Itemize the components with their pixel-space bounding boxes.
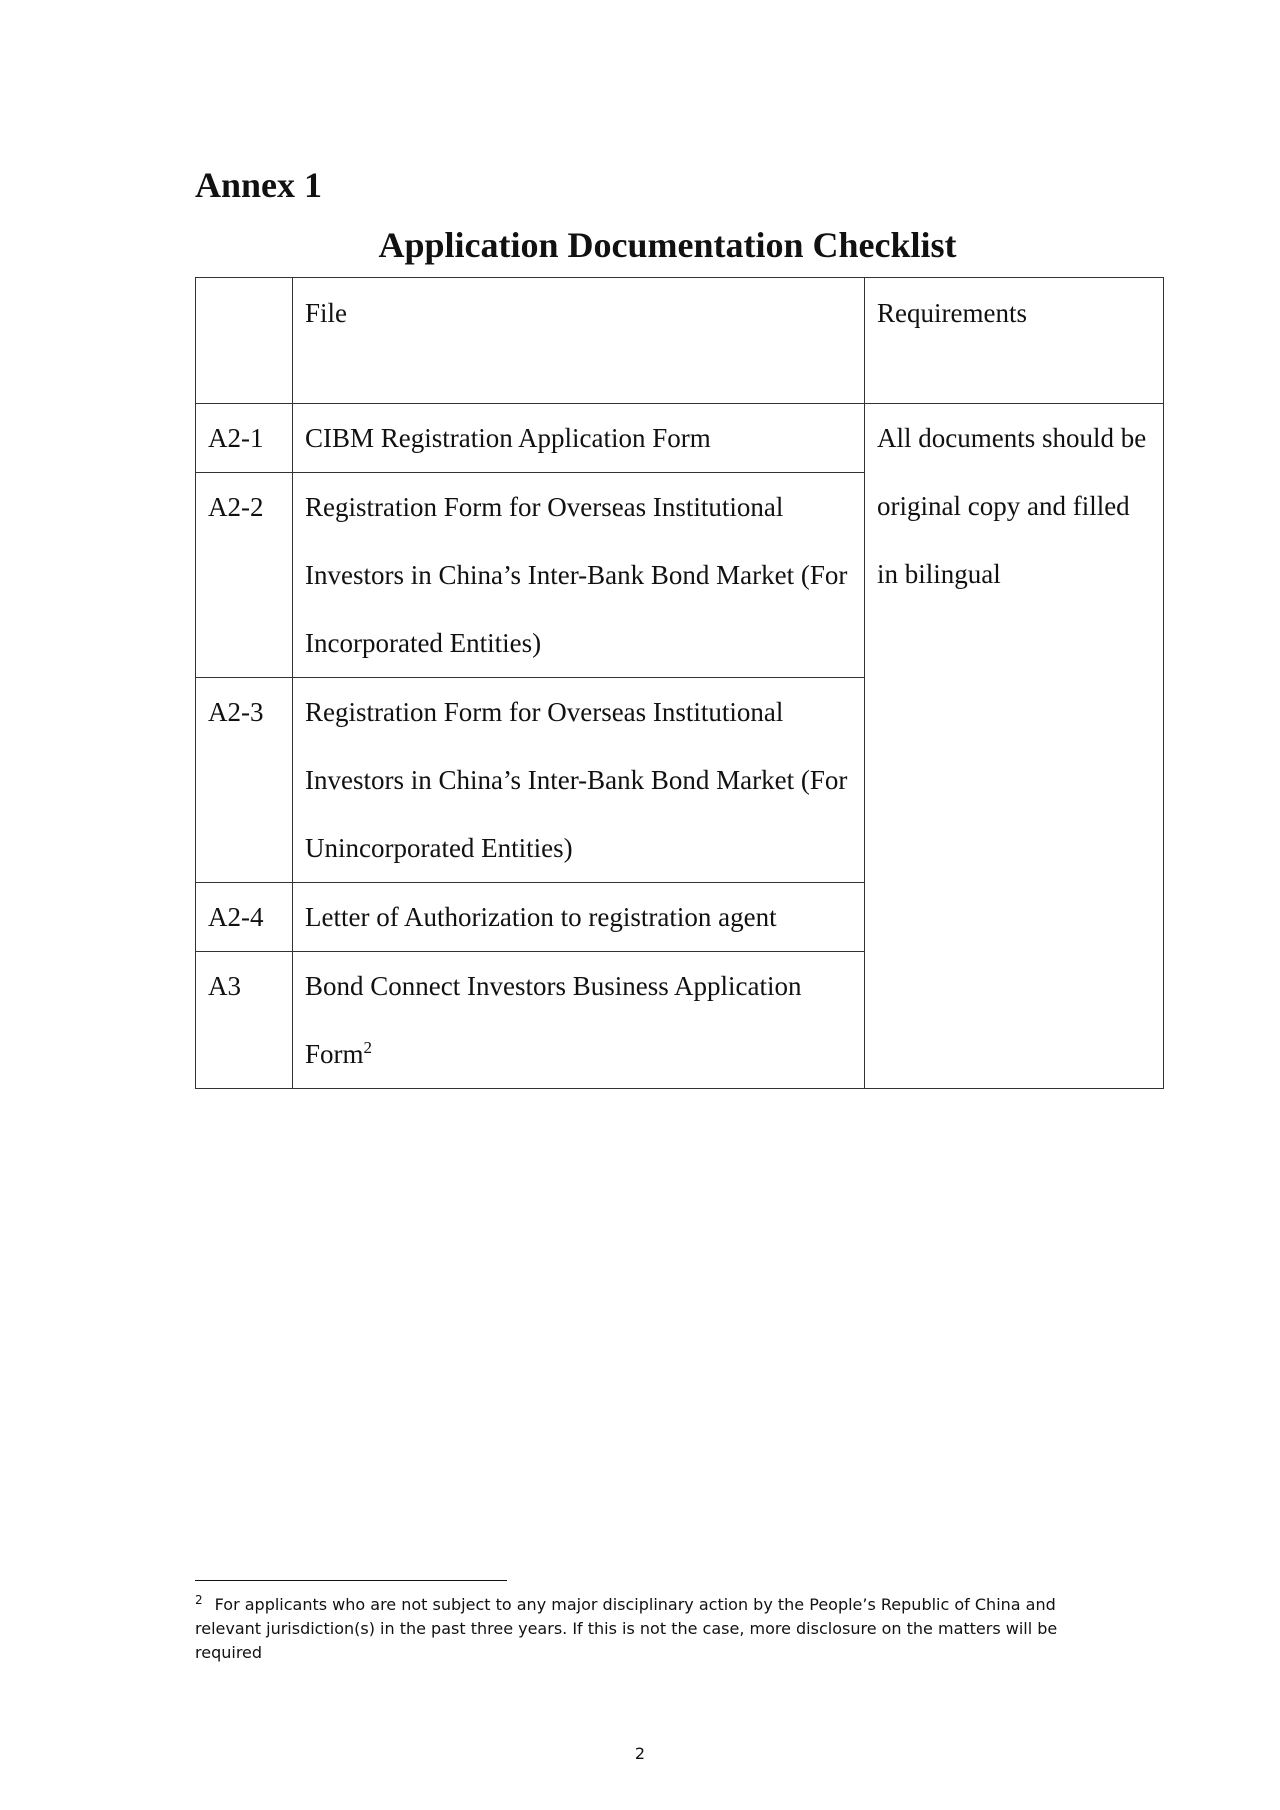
row-code: A2-1 [196,404,293,473]
page-title: Application Documentation Checklist [378,225,957,265]
footnote-reference: 2 [363,1038,373,1057]
table-header-row [196,278,1164,404]
header-requirements: Requirements [865,278,1164,404]
header-code [196,278,293,404]
footnote-text: For applicants who are not subject to any major disciplinary action by the People’s Republic of China and relevant jurisdiction(s) in the past three years. If this is not the case, more disclosure on the matters will be required [195,1595,1058,1662]
row-code: A2-2 [196,473,293,678]
annex-heading: Annex 1 [195,165,323,205]
requirements-cell: All documents should be original copy and filled in bilingual [865,404,1164,1089]
header-file: File [293,278,865,404]
row-file [293,952,865,1089]
row-file: Registration Form for Overseas Institutional Investors in China’s Inter-Bank Bond Market (For Unincorporated Entities) [293,678,865,883]
footnote [195,1593,1075,1665]
footnote-separator [195,1580,507,1581]
footnote-mark: 2 [195,1592,203,1607]
row-code: A2-3 [196,678,293,883]
row-code: A3 [196,952,293,1089]
checklist-table [195,277,1164,1089]
page-number: 2 [634,1744,646,1763]
row-code: A2-4 [196,883,293,952]
table-row [196,404,1164,473]
row-file: Registration Form for Overseas Institutional Investors in China’s Inter-Bank Bond Market (For Incorporated Entities) [293,473,865,678]
row-file: Letter of Authorization to registration agent [293,883,865,952]
row-file-text: Bond Connect Investors Business Application Form [305,971,802,1069]
row-file: CIBM Registration Application Form [293,404,865,473]
